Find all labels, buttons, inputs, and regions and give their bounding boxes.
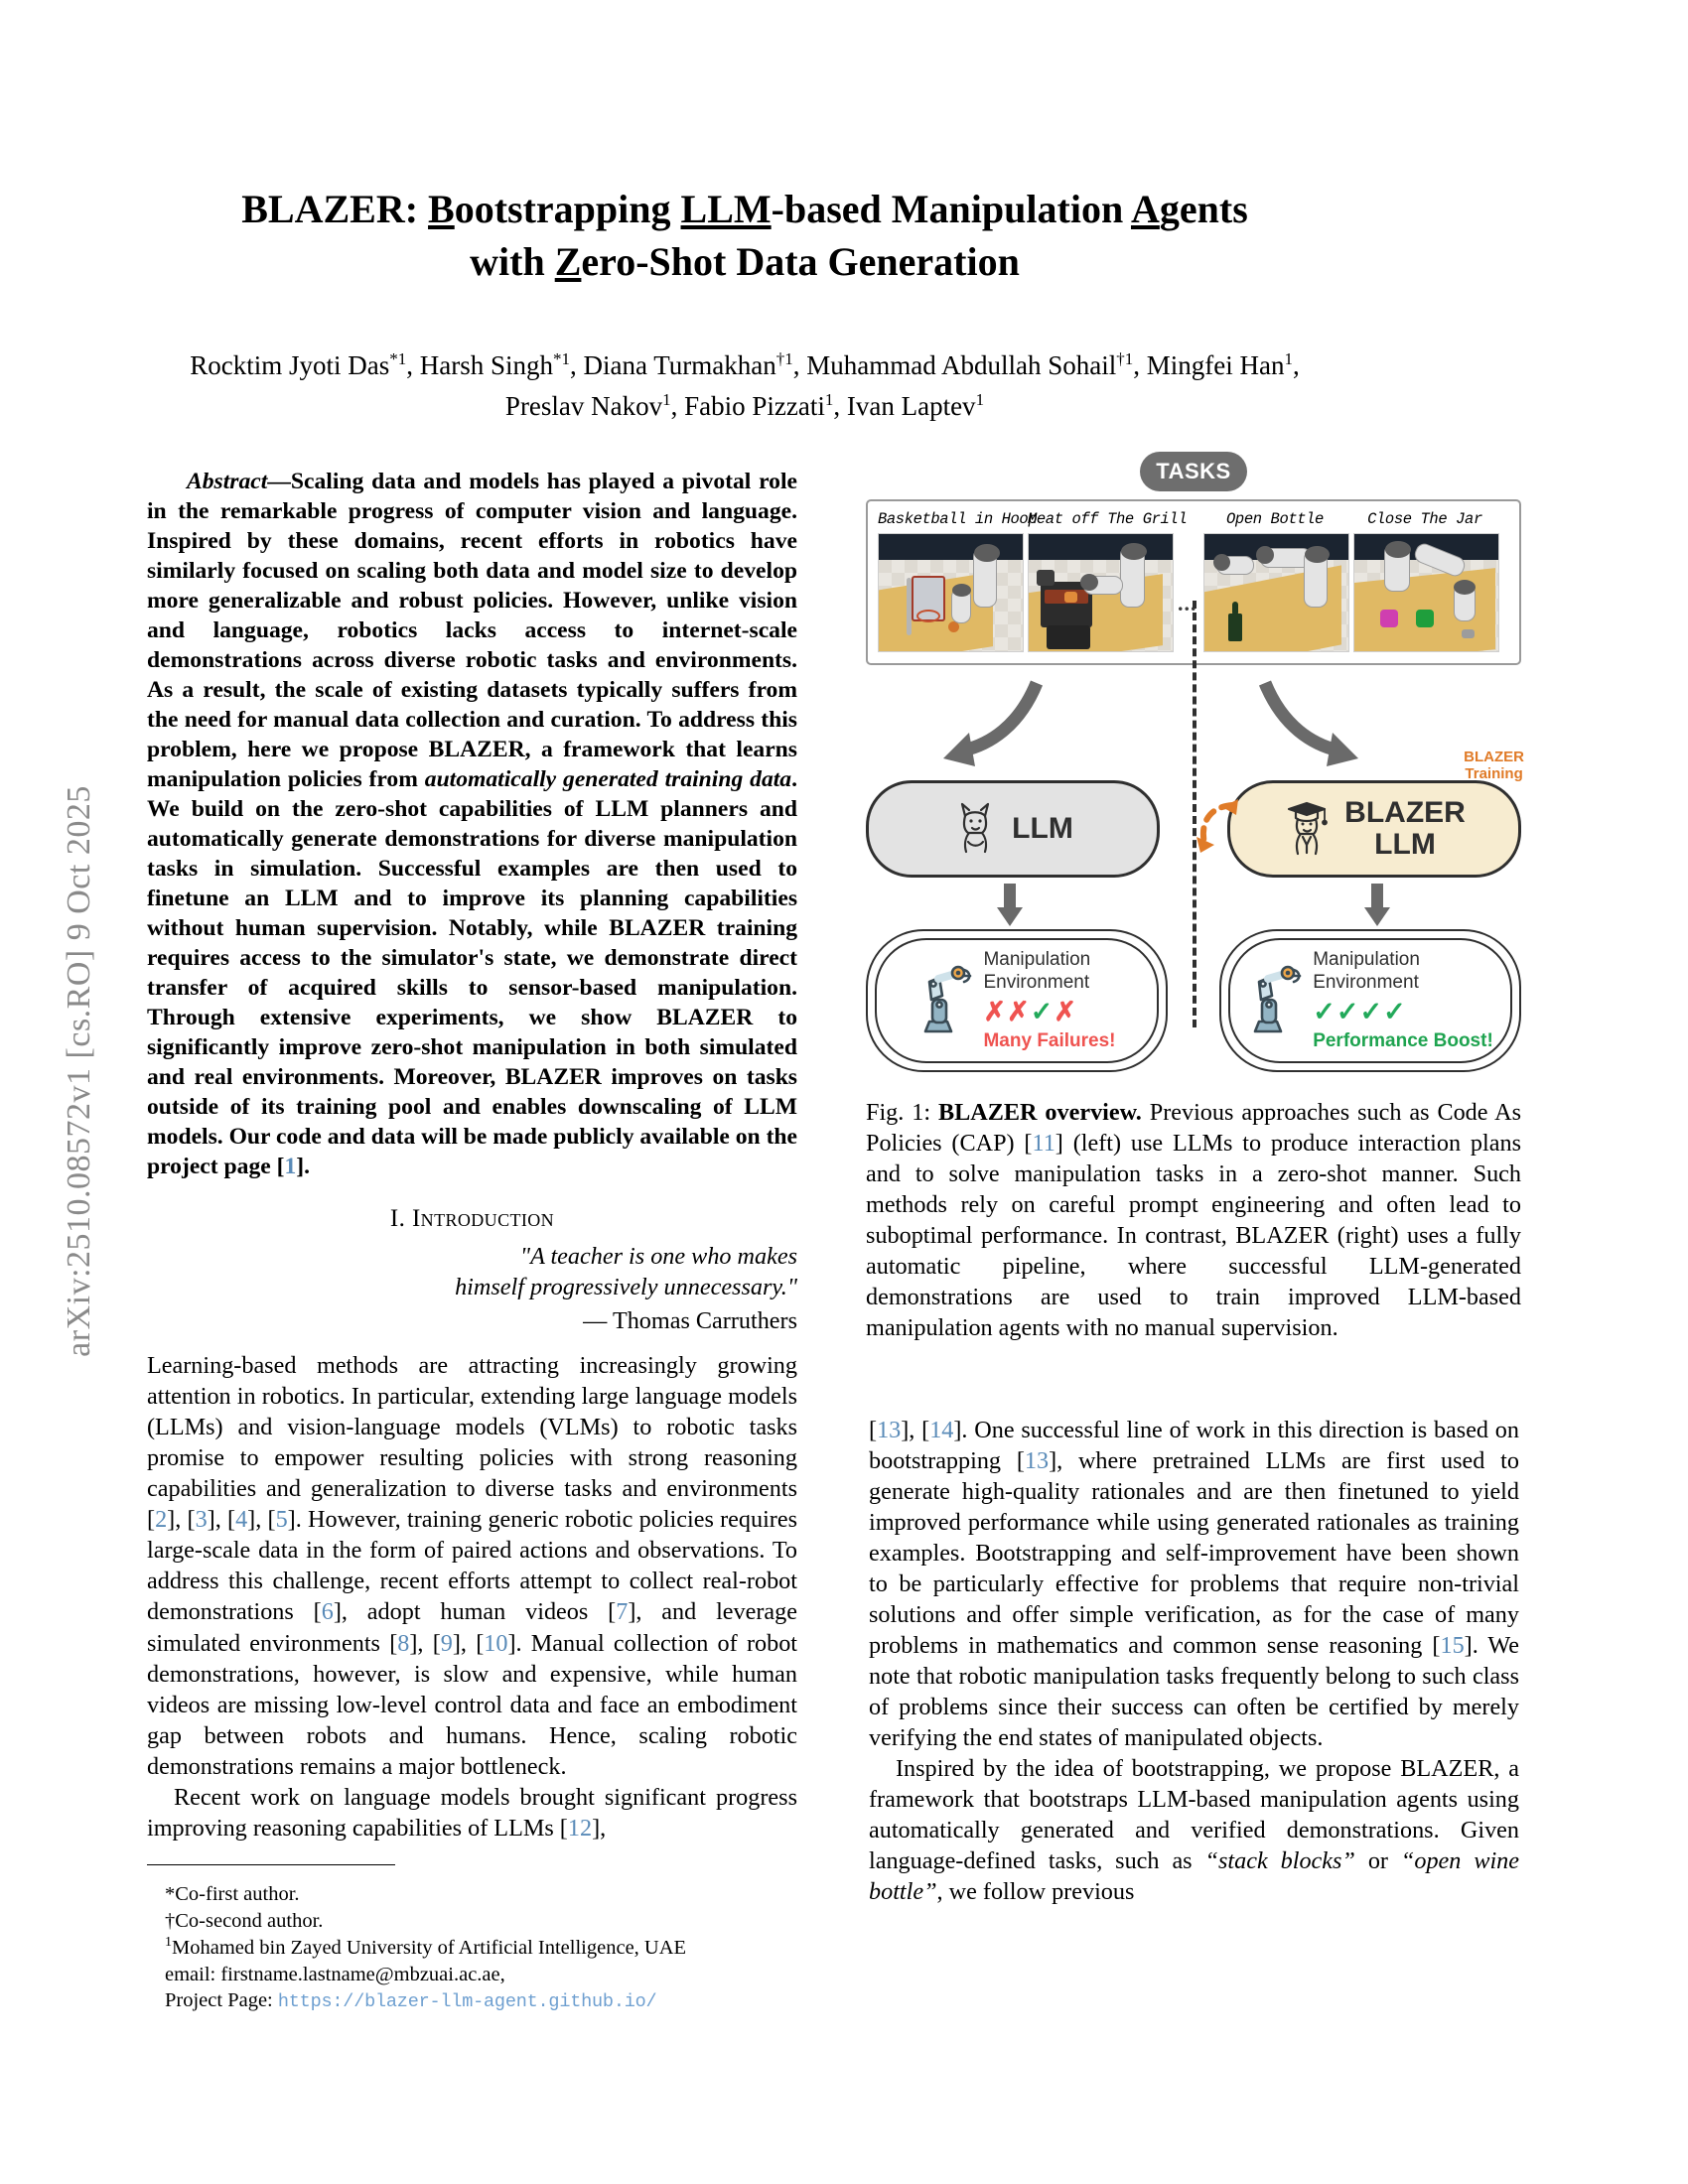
citation-link[interactable]: 6 bbox=[321, 1598, 334, 1626]
arrow-down-right-icon bbox=[1364, 884, 1390, 927]
figure-caption: Fig. 1: BLAZER overview. Previous approaches such as Code As Policies (CAP) [11] (left) use LLMs to produce interaction plans and to solve manipulation tasks in a zero-shot manner. Such methods rely on careful prompt engineering and often lead to suboptimal performance. In contrast, BLAZER (right) uses a fully automatic pipeline, where successful LLM-generated demonstrations are used to train improved LLM-based manipulation agents with no manual supervision. bbox=[866, 1099, 1521, 1342]
author-list bbox=[149, 345, 1340, 426]
blazer-node-label: BLAZER LLM bbox=[1344, 795, 1466, 861]
right-column bbox=[869, 1415, 1519, 1907]
task-thumbnail-grill bbox=[1028, 510, 1188, 652]
footnote-co-second: †Co-second author. bbox=[165, 1909, 324, 1932]
llama-icon bbox=[952, 800, 998, 858]
footnote-affiliation: $^1$Mohamed bin Zayed University of Artificial Intelligence, UAE bbox=[165, 1935, 687, 1960]
task-label: Meat off The Grill bbox=[1028, 510, 1188, 528]
blazer-training-label: BLAZER Training bbox=[1464, 749, 1524, 782]
llm-node[interactable] bbox=[866, 780, 1160, 878]
task-thumbnail-jar bbox=[1353, 510, 1497, 652]
llama-graduate-icon bbox=[1283, 799, 1331, 859]
title-block bbox=[179, 184, 1311, 289]
page-title bbox=[179, 184, 1311, 289]
epigraph-line-2: himself progressively unnecessary." bbox=[455, 1274, 797, 1301]
footnote-co-first: *Co-first author. bbox=[165, 1883, 300, 1905]
task-label: Close The Jar bbox=[1367, 510, 1482, 528]
intro-paragraph-2: Recent work on language models brought significant progress improving reasoning capabilities of LLMs [12], bbox=[147, 1783, 797, 1842]
author-line-1: Rocktim Jyoti Das$^{*1}$, Harsh Singh$^{*1}$, Diana Turmakhan$^{\dagger 1}$, Muhammad Abdullah Sohail$^{\dagger 1}$, Mingfei Han$^1$, bbox=[190, 349, 1300, 380]
tasks-badge: TASKS bbox=[1140, 452, 1247, 491]
environment-caption: Many Failures! bbox=[983, 1029, 1116, 1051]
robot-arm-icon bbox=[1247, 964, 1305, 1037]
task-image bbox=[1028, 533, 1174, 652]
citation-link[interactable]: 13 bbox=[877, 1417, 902, 1443]
right-paragraph-1: [13], [14]. One successful line of work in this direction is based on bootstrapping [13], where pretrained LLMs are first used to generate high-quality rationales and are then finetuned to yield improved performance while using generated rationales as training examples. Bootstrapping and self-improvement have been shown to be particularly effective for problems that require non-trivial solutions and offer simple verification, as for the case of many problems in mathematics and common sense reasoning [15]. We note that robotic manipulation tasks frequently belong to such class of problems since their success can often be certified by merely verifying the end states of manipulated objects. bbox=[869, 1417, 1519, 1752]
environment-title: Manipulation Environment bbox=[1313, 949, 1420, 993]
footnote-rule bbox=[147, 1864, 395, 1865]
title-line-2: with Zero-Shot Data Generation bbox=[470, 238, 1020, 284]
blazer-llm-node[interactable] bbox=[1227, 749, 1524, 878]
citation-link[interactable]: 8 bbox=[397, 1629, 410, 1657]
section-heading-introduction: I. Introduction bbox=[389, 1205, 555, 1232]
task-image bbox=[1203, 533, 1349, 652]
arrow-down-left-icon bbox=[997, 884, 1023, 927]
footnotes bbox=[147, 1881, 782, 2014]
task-image bbox=[1353, 533, 1499, 652]
citation-link[interactable]: 11 bbox=[1032, 1130, 1055, 1158]
right-paragraph-2: Inspired by the idea of bootstrapping, we propose BLAZER, a framework that bootstraps LLM-based manipulation agents using automatically generated and verified demonstrations. Given language-defined tasks, such as “stack blocks” or “open wine bottle”, we follow previous bbox=[869, 1755, 1520, 1906]
environment-box-boost bbox=[1219, 929, 1521, 1072]
citation-link[interactable]: 15 bbox=[1440, 1632, 1465, 1660]
author-line-2: Preslav Nakov$^1$, Fabio Pizzati$^1$, Ivan Laptev$^1$ bbox=[504, 389, 985, 421]
citation-link[interactable]: 13 bbox=[1024, 1447, 1050, 1475]
task-thumbnail-bottle bbox=[1203, 510, 1347, 652]
footnote-project-page: Project Page: https://blazer-llm-agent.github.io/ bbox=[165, 1989, 657, 2013]
citation-link[interactable]: 7 bbox=[616, 1598, 629, 1626]
environment-caption: Performance Boost! bbox=[1313, 1029, 1493, 1051]
environment-marks: ✓✓✓✓ bbox=[1313, 996, 1407, 1026]
left-column bbox=[147, 467, 797, 1843]
tasks-ellipsis: ... bbox=[1178, 591, 1197, 615]
abstract: Abstract—Scaling data and models has played a pivotal role in the remarkable progress of computer vision and language. Inspired by these domains, recent efforts in robotics have similarly focused on scaling both data and model size to develop more generalizable and robust policies. However, unlike vision and language, robotics lacks access to internet-scale demonstrations across diverse robotic tasks and environments. As a result, the scale of existing datasets typically suffers from the need for manual data collection and curation. To address this problem, here we propose BLAZER, a framework that learns manipulation policies from automatically generated training data. We build on the zero-shot capabilities of LLM planners and automatically generate demonstrations for diverse manipulation tasks in simulation. Successful examples are then used to finetune an LLM and to improve its planning capabilities without human supervision. Notably, while BLAZER training requires access to the simulator's state, we demonstrate direct transfer of acquired skills to sensor-based manipulation. Through extensive experiments, we show BLAZER to significantly improve zero-shot manipulation in both simulated and real environments. Moreover, BLAZER improves on tasks outside of its training pool and enables downscaling of LLM models. Our code and data will be made publicly available on the project page [1]. bbox=[147, 469, 798, 1179]
arxiv-stamp: arXiv:2510.08572v1 [cs.RO] 9 Oct 2025 bbox=[61, 785, 97, 1357]
epigraph-attribution: — Thomas Carruthers bbox=[583, 1306, 797, 1334]
task-label: Open Bottle bbox=[1226, 510, 1324, 528]
citation-link[interactable]: 2 bbox=[155, 1506, 168, 1534]
citation-link[interactable]: 1 bbox=[284, 1154, 297, 1179]
citation-link[interactable]: 5 bbox=[275, 1506, 288, 1534]
citation-link[interactable]: 4 bbox=[235, 1506, 248, 1534]
abstract-label: Abstract bbox=[187, 469, 268, 494]
citation-link[interactable]: 10 bbox=[484, 1629, 508, 1657]
footnote-email: email: firstname.lastname@mbzuai.ac.ae, bbox=[165, 1963, 505, 1985]
environment-marks: ✗✗✓✗ bbox=[983, 996, 1077, 1026]
citation-link[interactable]: 14 bbox=[929, 1417, 954, 1443]
environment-title: Manipulation Environment bbox=[983, 949, 1091, 993]
task-thumbnail-basketball bbox=[878, 510, 1038, 652]
task-image bbox=[878, 533, 1024, 652]
training-cycle-icon bbox=[1189, 793, 1246, 865]
robot-arm-icon bbox=[917, 964, 975, 1037]
figure-1 bbox=[866, 452, 1524, 1072]
task-label: Basketball in Hoop bbox=[878, 510, 1038, 528]
title-line-1: BLAZER: Bootstrapping LLM-based Manipulation Agents bbox=[241, 187, 1248, 231]
model-node-row bbox=[866, 749, 1524, 878]
citation-link[interactable]: 9 bbox=[440, 1629, 453, 1657]
intro-paragraph-1: Learning-based methods are attracting increasingly growing attention in robotics. In particular, extending large language models (LLMs) and vision-language models (VLMs) to robotic tasks promise to empower resulting policies with strong reasoning capabilities and generalization to diverse tasks and environments [2], [3], [4], [5]. However, training generic robotic policies requires large-scale data in the form of paired actions and observations. To address this challenge, recent efforts attempt to collect real-robot demonstrations [6], adopt human videos [7], and leverage simulated environments [8], [9], [10]. Manual collection of robot demonstrations, however, is slow and expensive, while human videos are missing low-level control data and face an embodiment gap between robots and humans. Hence, scaling robotic demonstrations remains a major bottleneck. bbox=[147, 1352, 798, 1780]
citation-link[interactable]: 12 bbox=[567, 1814, 593, 1842]
environment-box-failures bbox=[866, 929, 1168, 1072]
project-page-link[interactable]: https://blazer-llm-agent.github.io/ bbox=[277, 1991, 657, 2013]
epigraph-line-1: "A teacher is one who makes bbox=[519, 1243, 797, 1270]
arrow-to-llm-icon bbox=[927, 675, 1047, 769]
llm-node-label: LLM bbox=[1012, 811, 1073, 845]
arrow-to-blazer-icon bbox=[1255, 675, 1374, 769]
citation-link[interactable]: 3 bbox=[195, 1506, 208, 1534]
epigraph bbox=[147, 1241, 797, 1336]
